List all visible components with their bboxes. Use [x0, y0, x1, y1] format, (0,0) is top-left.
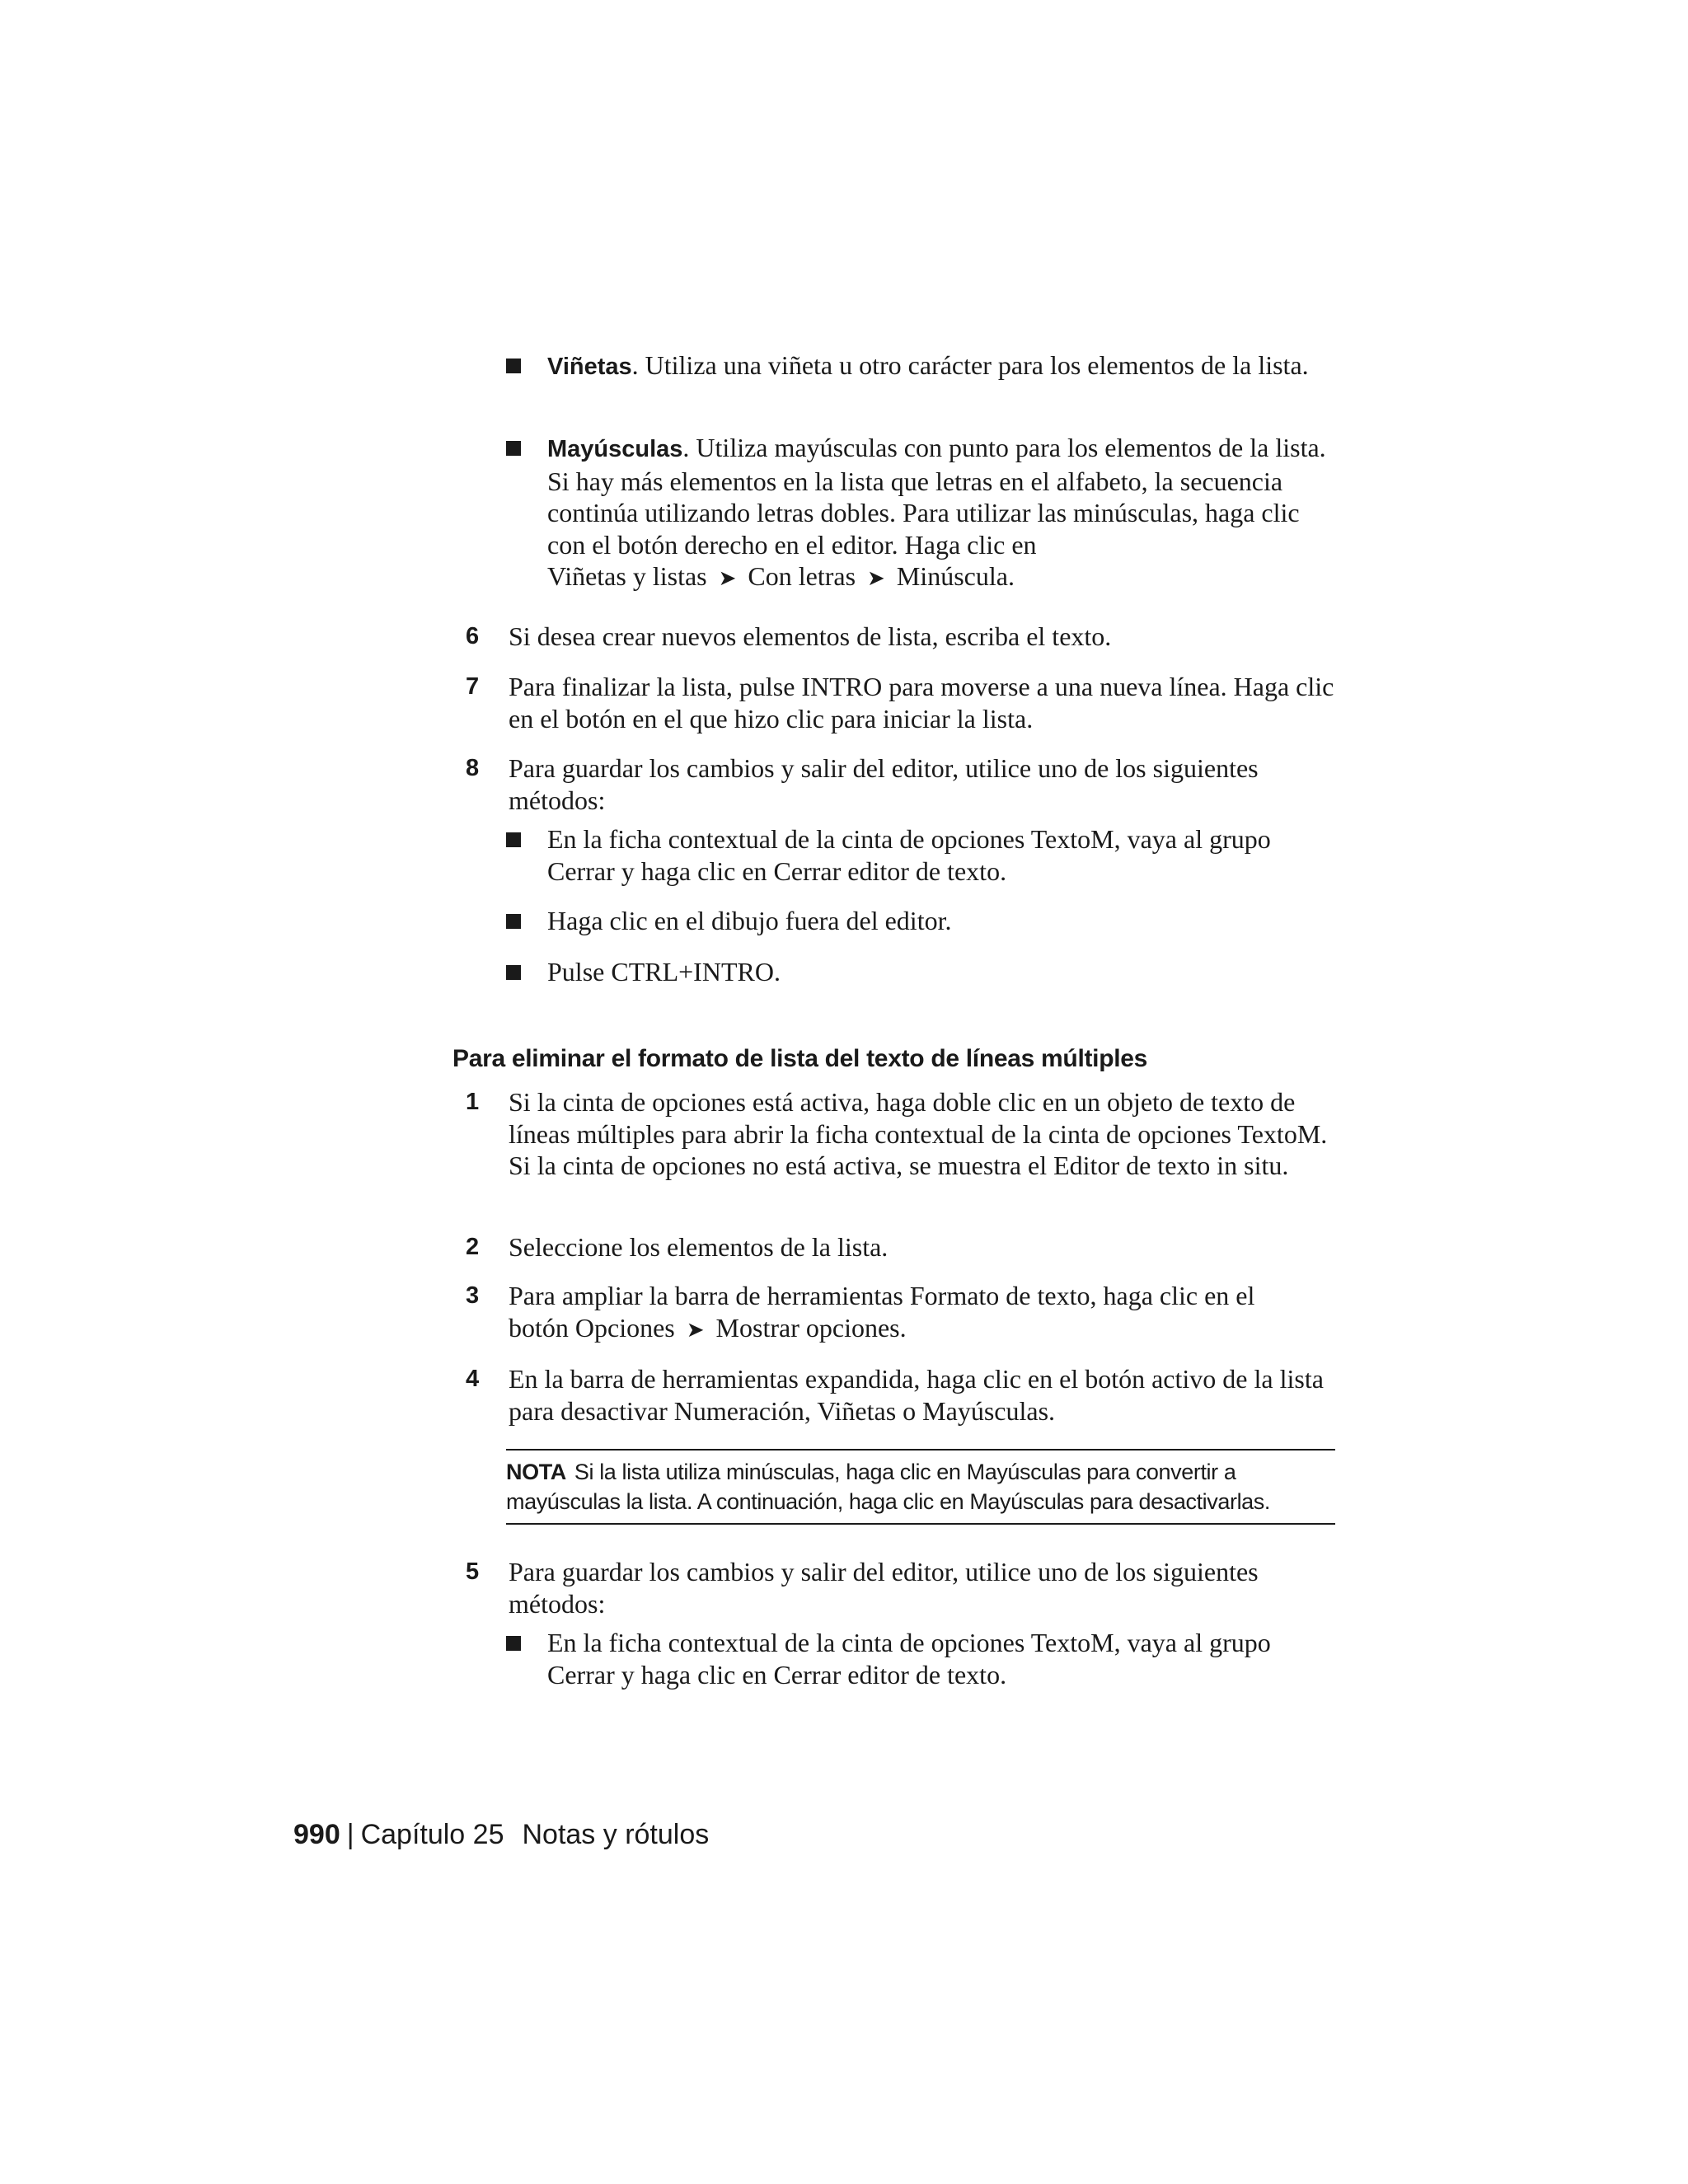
bullet-item-step8-2: [504, 905, 1337, 937]
step-text: En la barra de herramientas expandida, haga clic en el botón activo de la lista para desactivar Numeración, Viñetas o Mayúsculas.: [509, 1364, 1324, 1426]
bullet-text: Pulse CTRL+INTRO.: [547, 957, 781, 987]
step-text: Para guardar los cambios y salir del editor, utilice uno de los siguientes métodos:: [509, 753, 1259, 815]
bullet-item-vinetas: [504, 349, 1337, 383]
note-box: [506, 1449, 1335, 1525]
step-item-3: [466, 1280, 1339, 1346]
step-text: Si desea crear nuevos elementos de lista, escriba el texto.: [509, 621, 1112, 651]
step-text: Seleccione los elementos de la lista.: [509, 1232, 889, 1262]
step-number: 5: [466, 1558, 480, 1585]
step-item-4: [466, 1363, 1339, 1427]
page-footer: [293, 1818, 709, 1851]
arrow-right-icon: ➤: [867, 566, 885, 591]
arrow-right-icon: ➤: [686, 1317, 705, 1343]
step-number: 6: [466, 623, 480, 649]
bullet-item-step5-1: [504, 1627, 1337, 1690]
step-text: Para finalizar la lista, pulse INTRO para moverse a una nueva línea. Haga clic en el botón en el que hizo clic para iniciar la lista.: [509, 672, 1334, 733]
bullet-text: . Utiliza mayúsculas con punto para los elementos de la lista. Si hay más elementos en la lista que letras en el alfabeto, la secuencia continúa utilizando letras dobles. Para utilizar las minúsculas, haga clic con el botón derecho en el editor. Haga clic en: [547, 433, 1326, 560]
step-number: 4: [466, 1366, 480, 1392]
note-text: Si la lista utiliza minúsculas, haga clic en Mayúsculas para convertir a mayúsculas la lista. A continuación, haga clic en Mayúsculas para desactivarlas.: [506, 1460, 1271, 1514]
step-number: 1: [466, 1089, 480, 1115]
bullet-term: Viñetas: [547, 354, 632, 380]
step-number: 2: [466, 1234, 480, 1260]
step-item-6: [466, 621, 1339, 653]
step-item-1: [466, 1086, 1339, 1182]
step-text: Para ampliar la barra de herramientas Formato de texto, haga clic en el: [509, 1281, 1255, 1310]
step-number: 3: [466, 1282, 480, 1309]
step-number: 8: [466, 755, 480, 781]
page-number: 990: [293, 1819, 340, 1850]
bullet-item-step8-3: [504, 956, 1337, 988]
bullet-text: En la ficha contextual de la cinta de opciones TextoM, vaya al grupo Cerrar y haga clic en Cerrar editor de texto.: [547, 1628, 1271, 1690]
bullet-item-step8-1: [504, 823, 1337, 887]
step-text: Para guardar los cambios y salir del editor, utilice uno de los siguientes métodos:: [509, 1557, 1259, 1619]
menu-path-item: Viñetas y listas: [547, 561, 707, 591]
chapter-label: Capítulo 25: [360, 1819, 504, 1850]
arrow-right-icon: ➤: [718, 566, 737, 591]
bullet-term: Mayúsculas: [547, 436, 683, 462]
bullet-text: . Utiliza una viñeta u otro carácter para los elementos de la lista.: [631, 350, 1309, 380]
section-heading: Para eliminar el formato de lista del texto de líneas múltiples: [452, 1045, 1148, 1072]
footer-separator: |: [346, 1819, 354, 1850]
menu-path-item: Con letras: [748, 561, 856, 591]
bullet-item-mayusculas: [504, 432, 1337, 595]
menu-path-item: Minúscula.: [896, 561, 1015, 591]
step-item-8: [466, 752, 1339, 816]
step-item-5: [466, 1556, 1339, 1619]
menu-path-item: botón Opciones: [509, 1312, 675, 1343]
step-item-2: [466, 1231, 1339, 1263]
bullet-text: En la ficha contextual de la cinta de opciones TextoM, vaya al grupo Cerrar y haga clic en Cerrar editor de texto.: [547, 824, 1271, 886]
step-text: Si la cinta de opciones está activa, haga doble clic en un objeto de texto de líneas múltiples para abrir la ficha contextual de la cinta de opciones TextoM. Si la cinta de opciones no está activa, se muestra el Editor de texto in situ.: [509, 1087, 1328, 1180]
menu-path-item: Mostrar opciones.: [715, 1312, 907, 1343]
bullet-text: Haga clic en el dibujo fuera del editor.: [547, 906, 952, 935]
step-item-7: [466, 671, 1339, 734]
step-number: 7: [466, 673, 480, 700]
note-label: NOTA: [506, 1460, 566, 1484]
chapter-title: Notas y rótulos: [522, 1819, 710, 1850]
